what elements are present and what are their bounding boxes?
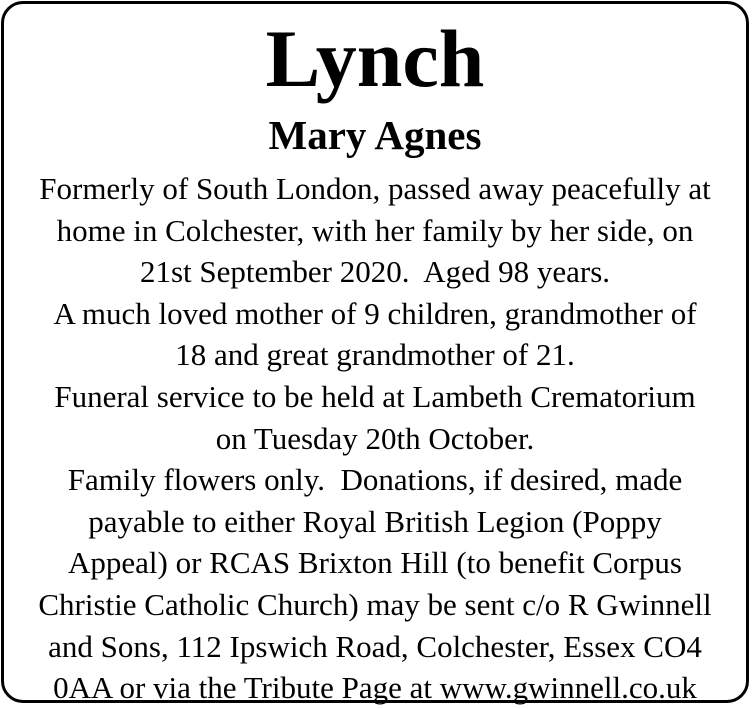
notice-line: Family flowers only. Donations, if desired, made bbox=[67, 462, 683, 498]
notice-line: Appeal) or RCAS Brixton Hill (to benefit Corpus bbox=[68, 545, 682, 581]
notice-line: Funeral service to be held at Lambeth Crematorium bbox=[54, 378, 696, 414]
notice-body bbox=[4, 168, 746, 709]
notice-line: on Tuesday 20th October. bbox=[215, 420, 535, 456]
notice-line: home in Colchester, with her family by her side, on bbox=[56, 212, 694, 248]
notice-line: A much loved mother of 9 children, grandmother of bbox=[53, 295, 697, 331]
notice-line: 18 and great grandmother of 21. bbox=[175, 337, 575, 373]
death-notice bbox=[1, 1, 749, 706]
notice-line: 21st September 2020. Aged 98 years. bbox=[139, 254, 611, 290]
forenames-heading: Mary Agnes bbox=[268, 112, 482, 158]
surname-heading: Lynch bbox=[265, 13, 485, 104]
notice-line: and Sons, 112 Ipswich Road, Colchester, Essex CO4 bbox=[48, 628, 702, 664]
notice-line: 0AA or via the Tribute Page at www.gwinnell.co.uk bbox=[53, 670, 697, 706]
notice-line: Christie Catholic Church) may be sent c/o R Gwinnell bbox=[38, 586, 712, 622]
notice-line: payable to either Royal British Legion (Poppy bbox=[88, 503, 662, 539]
notice-line: Formerly of South London, passed away peacefully at bbox=[39, 171, 711, 206]
